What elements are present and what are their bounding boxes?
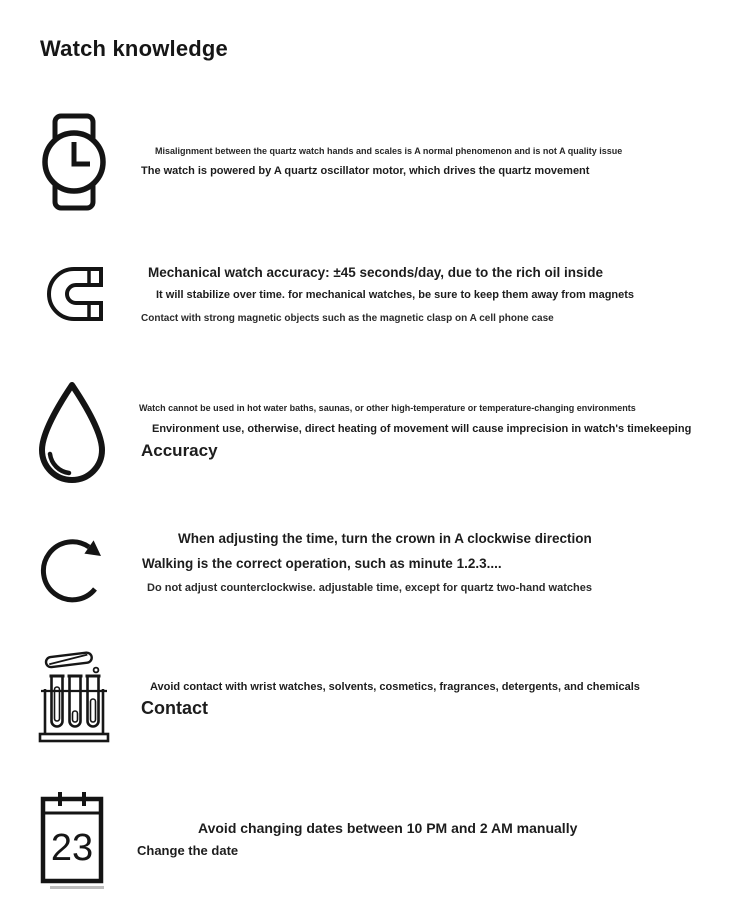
page-title: Watch knowledge: [40, 36, 228, 61]
clockwise-crown-text: When adjusting the time, turn the crown in A clockwise direction: [178, 531, 592, 546]
mechanical-accuracy-text: Mechanical watch accuracy: ±45 seconds/day, due to the rich oil inside: [148, 265, 604, 280]
correct-operation-text: Walking is the correct operation, such as minute 1.2.3....: [142, 556, 502, 571]
calendar-shadow: [50, 886, 104, 889]
test-tubes-icon: [38, 645, 110, 750]
date-change-warning-text: Avoid changing dates between 10 PM and 2 AM manually: [198, 820, 578, 836]
quartz-misalignment-note: Misalignment between the quartz watch hands and scales is A normal phenomenon and is not A quality issue: [155, 146, 623, 156]
quartz-movement-text: The watch is powered by A quartz oscillator motor, which drives the quartz movement: [141, 165, 590, 177]
magnet-warning-text: It will stabilize over time. for mechanical watches, be sure to keep them away from magnets: [156, 289, 635, 301]
environment-use-text: Environment use, otherwise, direct heating of movement will cause imprecision in watch's timekeeping: [152, 423, 692, 435]
accuracy-heading: Accuracy: [141, 441, 218, 460]
hot-water-warning-note: Watch cannot be used in hot water baths, saunas, or other high-temperature or temperature-changing environments: [139, 403, 636, 413]
wristwatch-icon: [40, 112, 108, 217]
change-date-label: Change the date: [137, 843, 239, 858]
counterclockwise-note: Do not adjust counterclockwise. adjustable time, except for quartz two-hand watches: [147, 582, 592, 594]
chemicals-warning-text: Avoid contact with wrist watches, solvents, cosmetics, fragrances, detergents, and chemicals: [150, 681, 640, 693]
magnet-icon: [40, 265, 104, 328]
calendar-icon: [40, 790, 104, 891]
calendar-day-number: 23: [50, 827, 94, 869]
magnetic-contact-note: Contact with strong magnetic objects such as the magnetic clasp on A cell phone case: [141, 313, 554, 324]
water-drop-icon: [35, 380, 109, 489]
contact-heading: Contact: [141, 698, 208, 718]
clockwise-arrow-icon: [40, 523, 110, 616]
